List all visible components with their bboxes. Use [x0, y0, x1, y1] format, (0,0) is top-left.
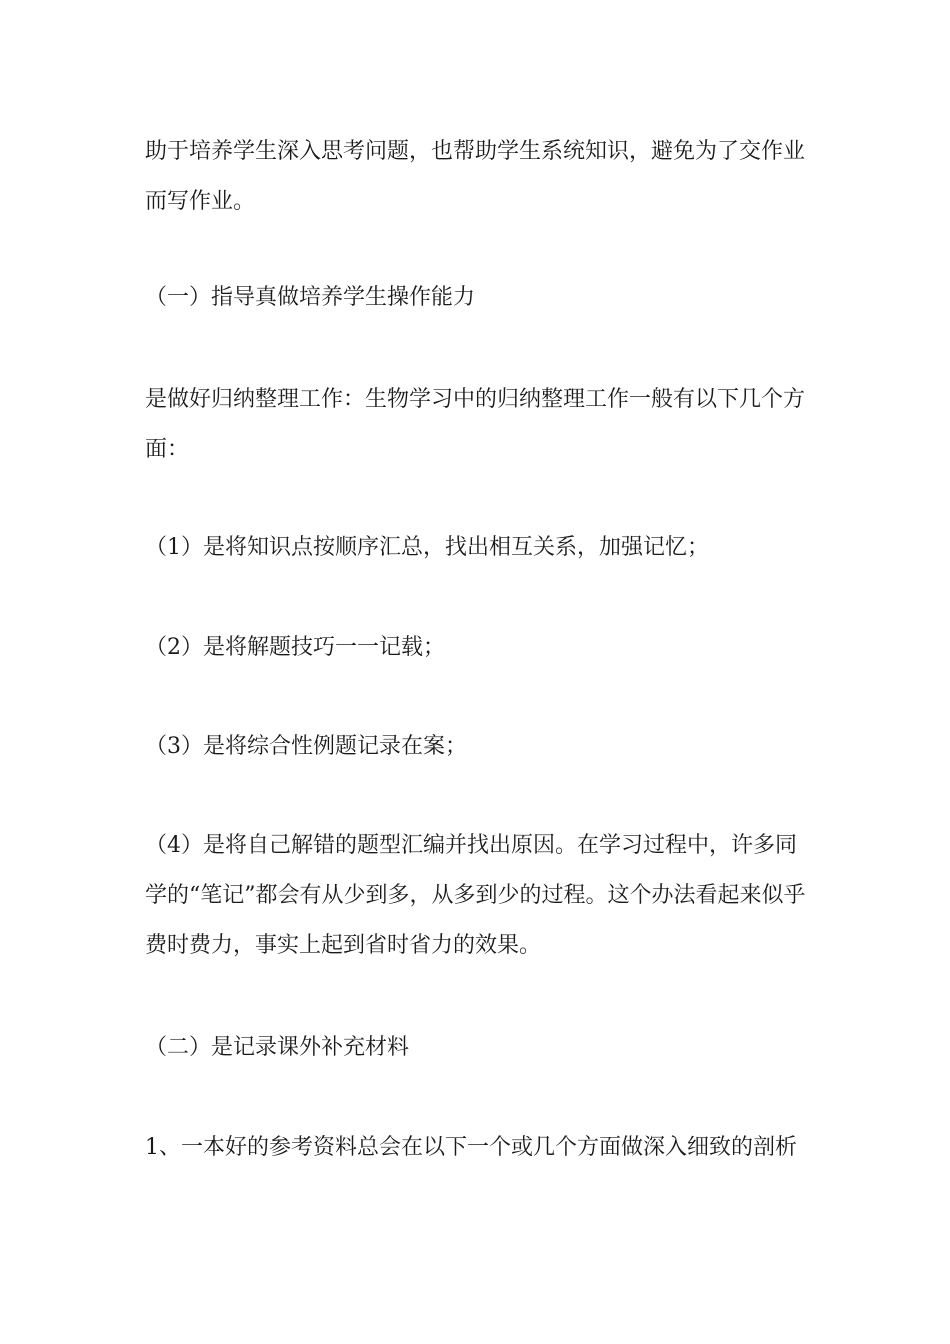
- list-item-4: （4）是将自己解错的题型汇编并找出原因。在学习过程中，许多同学的“笔记”都会有从少到多，从多到少的过程。这个办法看起来似乎费时费力，事实上起到省时省力的效果。: [145, 833, 806, 958]
- paragraph-continuation: 助于培养学生深入思考问题，也帮助学生系统知识，避免为了交作业而写作业。: [145, 139, 806, 214]
- list-item-3: （3）是将综合性例题记录在案；: [145, 734, 467, 759]
- list-item-2: （2）是将解题技巧一一记载；: [145, 635, 445, 660]
- numbered-paragraph-1: 1、一本好的参考资料总会在以下一个或几个方面做深入细致的剖析: [145, 1135, 797, 1160]
- list-item-1: （1）是将知识点按顺序汇总，找出相互关系，加强记忆；: [145, 535, 709, 560]
- section-heading-1: （一）指导真做培养学生操作能力: [145, 285, 476, 310]
- paragraph-summary-intro: 是做好归纳整理工作：生物学习中的归纳整理工作一般有以下几个方面：: [145, 387, 806, 462]
- section-heading-2: （二）是记录课外补充材料: [145, 1035, 410, 1060]
